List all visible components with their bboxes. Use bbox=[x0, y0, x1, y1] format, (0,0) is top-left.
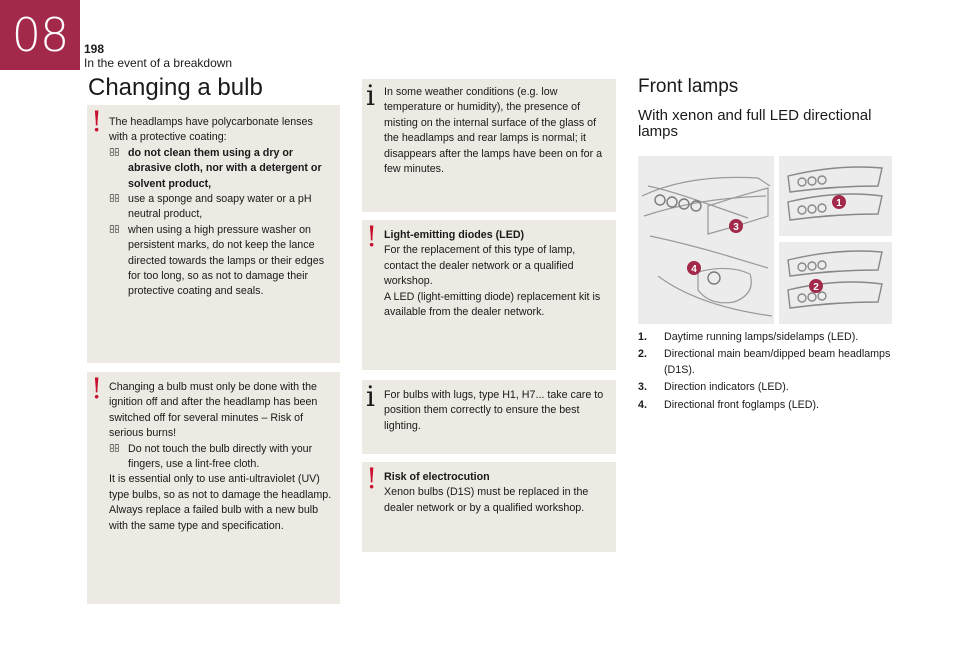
legend-item: 2. Directional main beam/dipped beam headlamps (D1S). bbox=[638, 348, 891, 376]
legend-item: 3. Direction indicators (LED). bbox=[638, 381, 789, 394]
info-box-misting bbox=[362, 79, 616, 212]
marker-1 bbox=[832, 195, 846, 209]
warning-icon: ! bbox=[366, 462, 378, 495]
subsection-heading: With xenon and full LED directional lamps bbox=[638, 107, 872, 140]
box-text: Changing a bulb must only be done with the ignition off and after the headlamp has been switched off for several minutes – Risk of serious burns! bbox=[109, 381, 318, 440]
box-text: In some weather conditions (e.g. low temperature or humidity), the presence of misting on the internal surface of the glass of the headlamps and rear lamps is normal; it disappears after the lamps have been on for a few minutes. bbox=[384, 86, 603, 176]
warning-box-burns bbox=[87, 372, 340, 604]
box-text: For bulbs with lugs, type H1, H7... take care to position them correctly to ensure the best lighting. bbox=[384, 389, 604, 432]
box-text: Xenon bulbs (D1S) must be replaced in the dealer network or by a qualified workshop. bbox=[384, 486, 589, 514]
box-text: A LED (light-emitting diode) replacement kit is available from the dealer network. bbox=[384, 290, 601, 319]
list-item: do not clean them using a dry or abrasive cloth, nor with a detergent or solvent product, bbox=[109, 146, 334, 192]
svg-text:4: 4 bbox=[691, 264, 697, 275]
warning-icon: ! bbox=[91, 372, 103, 405]
checkbox-bullet-icon bbox=[109, 192, 128, 207]
info-icon: i bbox=[366, 380, 375, 413]
section-heading: Front lamps bbox=[638, 76, 739, 97]
marker-2 bbox=[809, 279, 823, 293]
svg-text:3: 3 bbox=[733, 222, 739, 233]
headlamp-diagram bbox=[638, 156, 892, 324]
legend-item: 4. Directional front foglamps (LED). bbox=[638, 398, 820, 411]
box-text: Always replace a failed bulb with a new bulb with the same type and specification. bbox=[109, 504, 319, 532]
section-label: In the event of a breakdown bbox=[84, 56, 233, 70]
box-text: It is essential only to use anti-ultraviolet (UV) type bulbs, so as not to damage the headlamp. bbox=[109, 473, 332, 501]
warning-box-led bbox=[362, 220, 616, 370]
marker-4 bbox=[687, 261, 701, 275]
box-heading: Risk of electrocution bbox=[384, 471, 490, 483]
lamp-legend bbox=[638, 330, 898, 415]
checkbox-bullet-icon bbox=[109, 146, 128, 161]
legend-item: 1. Daytime running lamps/sidelamps (LED). bbox=[638, 331, 859, 343]
list-item: use a sponge and soapy water or a pH neutral product, bbox=[109, 192, 334, 223]
page-number: 198 bbox=[84, 42, 105, 56]
chapter-tab: 08 bbox=[0, 0, 80, 70]
info-box-bulb-lugs bbox=[362, 380, 616, 454]
box-text: The headlamps have polycarbonate lenses with a protective coating: bbox=[109, 116, 313, 144]
svg-text:1: 1 bbox=[836, 198, 842, 209]
svg-text:2: 2 bbox=[813, 282, 819, 293]
info-icon: i bbox=[366, 79, 375, 112]
warning-icon: ! bbox=[366, 220, 378, 253]
warning-box-electrocution bbox=[362, 462, 616, 552]
box-text: For the replacement of this type of lamp, contact the dealer network or a qualified workshop. bbox=[384, 244, 576, 288]
warning-icon: ! bbox=[91, 105, 103, 138]
list-item: when using a high pressure washer on persistent marks, do not keep the lance directed towards the lamps or their edges for too long, so as not to damage their protective coating and seals. bbox=[109, 223, 334, 300]
warning-box-lens-care bbox=[87, 105, 340, 363]
checkbox-bullet-icon bbox=[109, 442, 128, 457]
marker-3 bbox=[729, 219, 743, 233]
box-heading: Light-emitting diodes (LED) bbox=[384, 229, 525, 241]
checkbox-bullet-icon bbox=[109, 223, 128, 238]
page-title: Changing a bulb bbox=[88, 74, 263, 101]
list-item: Do not touch the bulb directly with your fingers, use a lint-free cloth. bbox=[109, 442, 334, 473]
